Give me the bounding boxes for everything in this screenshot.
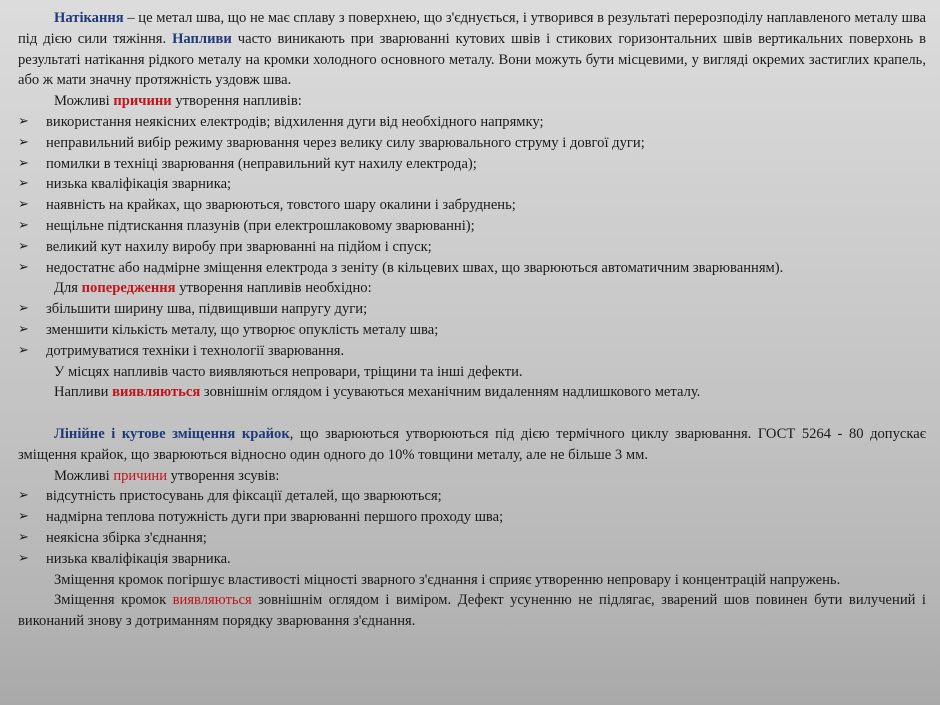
arrow-bullet-icon: ➢ <box>18 321 29 337</box>
term-sags: Напливи <box>172 30 232 47</box>
arrow-bullet-icon: ➢ <box>18 217 29 233</box>
list-item: ➢ нещільне підтискання плазунів (при електрошлаковому зварюванні); <box>18 216 926 237</box>
overlap-definition-paragraph: Натікання – це метал шва, що не має сплаву з поверхнею, що з'єднується, і утворився в результаті перерозподілу наплавленого металу шва під дією сили тяжіння. Напливи часто виникають при зварюванні кутових швів і стикових горизонтальних швів вертикальних поверхонь в результаті натікання рідкого металу на кромки холодного основного металу. Вони можуть бути місцевими, у вигляді окремих застиглих крапель, або ж мати значну протяжність уздовж шва. <box>18 10 926 89</box>
arrow-bullet-icon: ➢ <box>18 509 29 525</box>
list-item: ➢ неякісна збірка з'єднання; <box>18 528 926 549</box>
list-item: ➢ зменшити кількість металу, що утворює опуклість металу шва; <box>18 320 926 341</box>
arrow-bullet-icon: ➢ <box>18 197 29 213</box>
edge-offset-paragraph: Лінійне і кутове зміщення крайок, що зварюються утворюються під дією термічного циклу зварювання. ГОСТ 5264 - 80 допускає зміщення крайок, що зварюються відносно один одного до 10% товщини металу, але не більше 3 мм. <box>18 425 927 463</box>
arrow-bullet-icon: ➢ <box>18 259 29 275</box>
offset-causes-heading: Можливі причини утворення зсувів: <box>54 467 280 484</box>
arrow-bullet-icon: ➢ <box>18 342 29 358</box>
offset-causes-list <box>18 486 926 569</box>
section-gap <box>18 403 926 424</box>
list-item: ➢ використання неякісних електродів; відхилення дуги від необхідного напрямку; <box>18 112 926 133</box>
arrow-bullet-icon: ➢ <box>18 529 29 545</box>
term-edge-offset: Лінійне і кутове зміщення крайок <box>54 425 290 442</box>
highlight-detected: виявляються <box>112 384 201 401</box>
list-item: ➢ неправильний вибір режиму зварювання через велику силу зварювального струму і довгої дуги; <box>18 133 926 154</box>
list-item: ➢ помилки в техніці зварювання (неправильний кут нахилу електрода); <box>18 154 926 175</box>
list-item: ➢ великий кут нахилу виробу при зварюванні на підйом і спуск; <box>18 237 926 258</box>
offset-effect-paragraph: Зміщення кромок погіршує властивості міцності зварного з'єднання і сприяє утворенню непровару і концентрацій напружень. <box>54 571 841 588</box>
list-item: ➢ збільшити ширину шва, підвищивши напругу дуги; <box>18 299 926 320</box>
list-item: ➢ дотримуватися техніки і технології зварювання. <box>18 341 926 362</box>
highlight-causes-2: причини <box>113 467 168 484</box>
offset-detection-paragraph: Зміщення кромок виявляються зовнішнім оглядом і виміром. Дефект усуненню не підлягає, зварений шов повинен бути вилучений і виконаний знову з дотриманням порядку зварювання з'єднання. <box>18 592 926 630</box>
sag-causes-list <box>18 112 926 278</box>
arrow-bullet-icon: ➢ <box>18 134 29 150</box>
list-item: ➢ недостатнє або надмірне зміщення електрода з зеніту (в кільцевих швах, що зварюються автоматичним зварюванням). <box>18 258 926 279</box>
arrow-bullet-icon: ➢ <box>18 176 29 192</box>
sag-prevention-heading: Для попередження утворення напливів необхідно: <box>54 280 372 297</box>
list-item: ➢ низька кваліфікація зварника; <box>18 174 926 195</box>
term-overlap: Натікання <box>54 10 124 26</box>
arrow-bullet-icon: ➢ <box>18 155 29 171</box>
arrow-bullet-icon: ➢ <box>18 301 29 317</box>
arrow-bullet-icon: ➢ <box>18 238 29 254</box>
sag-defects-note: У місцях напливів часто виявляються непровари, тріщини та інші дефекти. <box>54 363 523 380</box>
arrow-bullet-icon: ➢ <box>18 113 29 129</box>
list-item: ➢ наявність на крайках, що зварюються, товстого шару окалини і забруднень; <box>18 195 926 216</box>
sag-prevention-list <box>18 299 926 361</box>
list-item: ➢ низька кваліфікація зварника. <box>18 549 926 570</box>
sag-causes-heading: Можливі причини утворення напливів: <box>54 93 302 110</box>
sag-detection-paragraph: Напливи виявляються зовнішнім оглядом і усуваються механічним видаленням надлишкового металу. <box>54 384 701 401</box>
highlight-prevention: попередження <box>81 280 176 297</box>
list-item: ➢ відсутність пристосувань для фіксації деталей, що зварюються; <box>18 486 926 507</box>
arrow-bullet-icon: ➢ <box>18 550 29 566</box>
highlight-causes: причини <box>113 93 172 110</box>
highlight-detected-2: виявляються <box>172 592 252 609</box>
list-item: ➢ надмірна теплова потужність дуги при зварюванні першого проходу шва; <box>18 507 926 528</box>
arrow-bullet-icon: ➢ <box>18 488 29 504</box>
